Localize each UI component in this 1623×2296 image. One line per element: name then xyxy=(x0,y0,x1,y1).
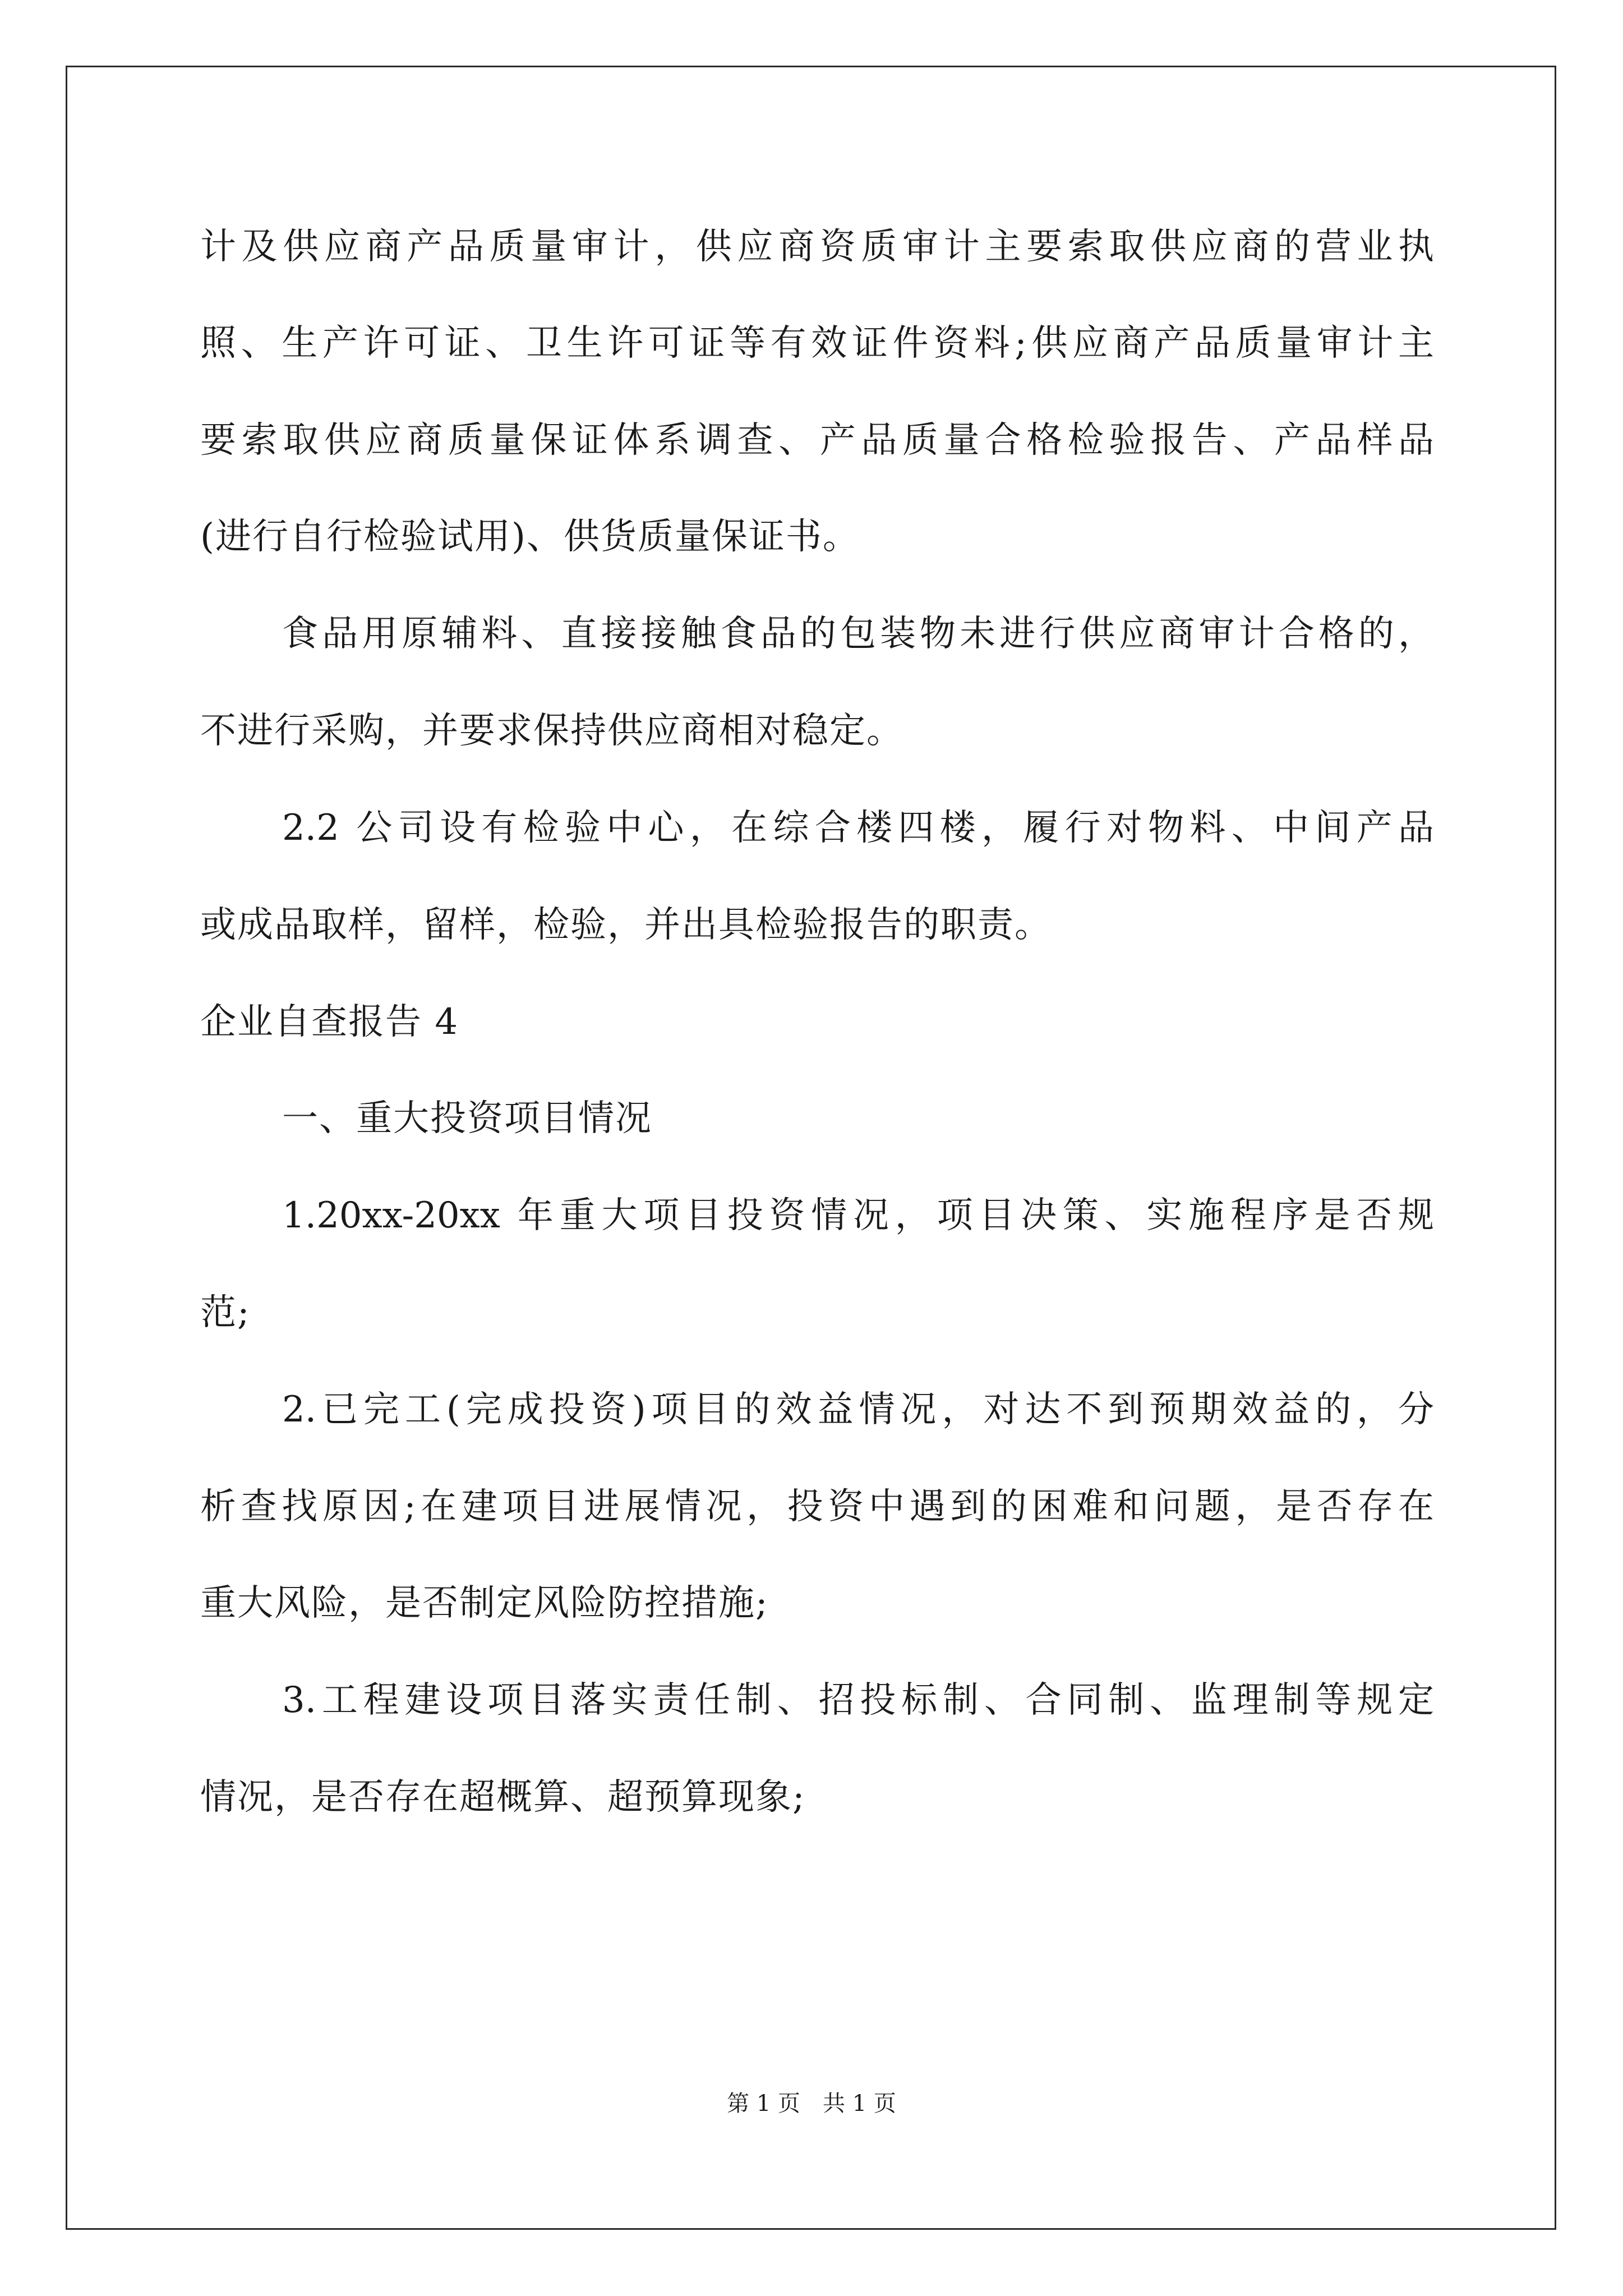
paragraph-line: (进行自行检验试用)、供货质量保证书。 xyxy=(200,516,860,558)
paragraph-line: 照、生产许可证、卫生许可证等有效证件资料;供应商产品质量审计主 xyxy=(200,323,1434,364)
paragraph-line: 重大风险，是否制定风险防控措施; xyxy=(200,1582,769,1624)
paragraph-line: 2.已完工(完成投资)项目的效益情况，对达不到预期效益的，分 xyxy=(282,1389,1434,1430)
paragraph-line: 析查找原因;在建项目进展情况，投资中遇到的困难和问题，是否存在 xyxy=(200,1486,1434,1527)
paragraph-line: 3.工程建设项目落实责任制、招投标制、合同制、监理制等规定 xyxy=(282,1680,1434,1721)
paragraph-line: 或成品取样，留样，检验，并出具检验报告的职责。 xyxy=(200,904,1052,946)
subsection-heading: 一、重大投资项目情况 xyxy=(282,1098,652,1139)
paragraph-line: 范; xyxy=(200,1292,251,1333)
paragraph-line: 1.20xx-20xx 年重大项目投资情况，项目决策、实施程序是否规 xyxy=(282,1195,1434,1236)
page-footer: 第 1 页 共 1 页 xyxy=(727,2091,896,2116)
paragraph-line: 食品用原辅料、直接接触食品的包装物未进行供应商审计合格的， xyxy=(282,613,1434,655)
paragraph-line: 不进行采购，并要求保持供应商相对稳定。 xyxy=(200,710,903,752)
paragraph-line: 要索取供应商质量保证体系调查、产品质量合格检验报告、产品样品 xyxy=(200,420,1434,461)
paragraph-line: 计及供应商产品质量审计，供应商资质审计主要索取供应商的营业执 xyxy=(200,226,1434,268)
section-heading: 企业自查报告 4 xyxy=(200,1001,459,1043)
paragraph-line: 情况，是否存在超概算、超预算现象; xyxy=(200,1777,806,1818)
paragraph-line: 2.2 公司设有检验中心，在综合楼四楼，履行对物料、中间产品 xyxy=(282,807,1434,849)
page-border xyxy=(66,66,1556,2230)
